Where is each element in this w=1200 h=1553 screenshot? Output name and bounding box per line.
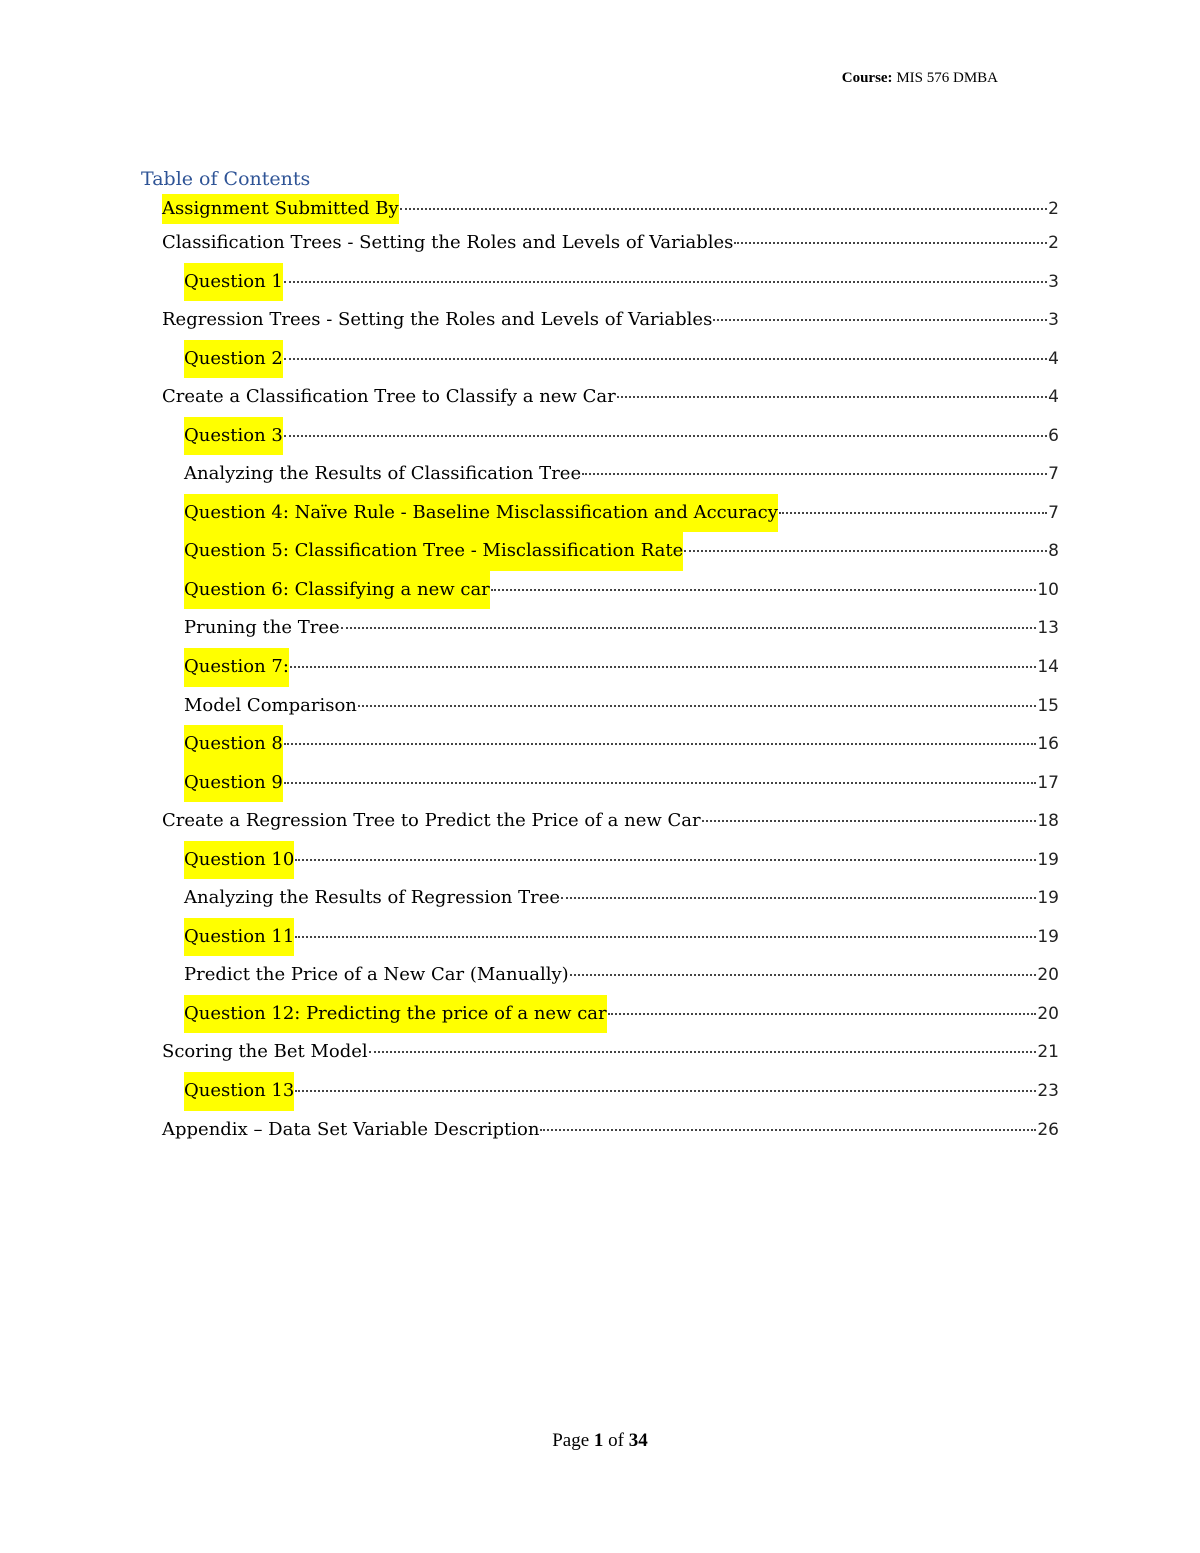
toc-entry-label[interactable]: Create a Classification Tree to Classify a new Car — [162, 386, 616, 408]
toc-entry[interactable] — [141, 1072, 1059, 1111]
toc-entry-page-number: 6 — [1048, 425, 1059, 446]
toc-entry-page-number: 10 — [1037, 579, 1059, 600]
toc-entry-page-number: 2 — [1048, 233, 1059, 253]
toc-entry-label[interactable]: Question 6: Classifying a new car — [184, 571, 490, 610]
toc-entry-page-number: 17 — [1037, 772, 1059, 793]
toc-dot-leader — [617, 395, 1047, 398]
toc-entry[interactable] — [141, 301, 1059, 340]
toc-entry[interactable] — [141, 802, 1059, 841]
toc-entry[interactable] — [141, 417, 1059, 456]
toc-entry[interactable] — [141, 1033, 1059, 1072]
toc-entry[interactable] — [141, 841, 1059, 880]
toc-entry-label[interactable]: Question 8 — [184, 725, 283, 764]
current-page-number: 1 — [593, 1430, 604, 1451]
toc-entry-label[interactable]: Regression Trees - Setting the Roles and Levels of Variables — [162, 309, 713, 331]
page-footer — [0, 1430, 1200, 1452]
toc-entry-label[interactable]: Question 2 — [184, 340, 283, 379]
toc-dot-leader — [570, 973, 1037, 976]
toc-dot-leader — [295, 1089, 1036, 1092]
toc-entry[interactable] — [141, 1111, 1059, 1150]
toc-entry-page-number: 23 — [1037, 1081, 1059, 1102]
toc-entry[interactable] — [141, 995, 1059, 1034]
toc-entry[interactable] — [141, 263, 1059, 302]
toc-entry-label[interactable]: Question 4: Naïve Rule - Baseline Misclassification and Accuracy — [184, 494, 778, 533]
toc-dot-leader — [284, 781, 1037, 784]
toc-dot-leader — [684, 549, 1047, 552]
toc-entry-page-number: 3 — [1048, 271, 1059, 292]
toc-entry-page-number: 20 — [1037, 1003, 1059, 1024]
toc-entry-label[interactable]: Question 3 — [184, 417, 283, 456]
toc-dot-leader — [284, 742, 1037, 745]
toc-entry-page-number: 18 — [1037, 811, 1059, 832]
toc-entry-label[interactable]: Analyzing the Results of Regression Tree — [184, 887, 561, 909]
toc-dot-leader — [341, 626, 1037, 629]
toc-entry-label[interactable]: Model Comparison — [184, 694, 357, 716]
toc-entry-page-number: 4 — [1048, 348, 1059, 369]
toc-entry[interactable] — [141, 571, 1059, 610]
page-word: Page — [552, 1430, 590, 1451]
toc-entry-label[interactable]: Assignment Submitted By — [162, 194, 399, 224]
toc-dot-leader — [561, 896, 1036, 899]
toc-entry[interactable] — [141, 764, 1059, 803]
of-word: of — [608, 1430, 624, 1451]
toc-dot-leader — [491, 588, 1037, 591]
toc-entry-page-number: 8 — [1048, 541, 1059, 562]
toc-entry-page-number: 16 — [1037, 734, 1059, 755]
total-pages: 34 — [628, 1430, 648, 1451]
toc-entry-label[interactable]: Predict the Price of a New Car (Manually) — [184, 964, 569, 986]
toc-entry-page-number: 20 — [1037, 965, 1059, 986]
toc-dot-leader — [290, 665, 1036, 668]
toc-entry-label[interactable]: Question 11 — [184, 918, 294, 957]
toc-entry[interactable] — [141, 918, 1059, 957]
toc-entry-page-number: 15 — [1037, 695, 1059, 716]
toc-entry-label[interactable]: Question 7: — [184, 648, 289, 687]
page-header — [842, 70, 998, 87]
toc-entry[interactable] — [141, 648, 1059, 687]
toc-dot-leader — [734, 241, 1047, 244]
toc-entry-page-number: 21 — [1037, 1042, 1059, 1063]
toc-entry-page-number: 13 — [1037, 618, 1059, 639]
toc-dot-leader — [295, 935, 1036, 938]
toc-dot-leader — [540, 1128, 1036, 1131]
toc-entry[interactable] — [141, 494, 1059, 533]
toc-entry[interactable] — [141, 879, 1059, 918]
toc-entry[interactable] — [141, 687, 1059, 726]
toc-dot-leader — [702, 819, 1037, 822]
toc-dot-leader — [779, 511, 1047, 514]
toc-dot-leader — [400, 207, 1048, 210]
toc-entry-label[interactable]: Question 1 — [184, 263, 283, 302]
toc-entry-page-number: 4 — [1048, 387, 1059, 408]
toc-entry-page-number: 7 — [1048, 502, 1059, 523]
course-value: MIS 576 DMBA — [896, 70, 998, 86]
toc-entry-page-number: 26 — [1037, 1119, 1059, 1140]
toc-entry-page-number: 2 — [1048, 199, 1059, 219]
toc-entry-label[interactable]: Question 10 — [184, 841, 294, 880]
toc-entry[interactable] — [141, 956, 1059, 995]
toc-entry-label[interactable]: Scoring the Bet Model — [162, 1041, 368, 1063]
toc-entry[interactable] — [141, 378, 1059, 417]
toc-entry[interactable] — [141, 455, 1059, 494]
toc-dot-leader — [358, 704, 1036, 707]
course-label: Course: — [841, 70, 893, 86]
toc-entry[interactable] — [141, 194, 1059, 224]
toc-entry-label[interactable]: Pruning the Tree — [184, 617, 340, 639]
toc-entry-page-number: 19 — [1037, 849, 1059, 870]
toc-title: Table of Contents — [141, 168, 311, 190]
toc-dot-leader — [284, 280, 1047, 283]
toc-dot-leader — [369, 1050, 1037, 1053]
toc-entry-label[interactable]: Question 9 — [184, 764, 283, 803]
toc-dot-leader — [295, 858, 1036, 861]
toc-list — [141, 194, 1059, 1149]
toc-entry-label[interactable]: Create a Regression Tree to Predict the Price of a new Car — [162, 810, 701, 832]
toc-dot-leader — [284, 357, 1047, 360]
toc-dot-leader — [582, 472, 1047, 475]
toc-entry-page-number: 19 — [1037, 926, 1059, 947]
table-of-contents — [141, 164, 1059, 1149]
toc-entry-page-number: 14 — [1037, 657, 1059, 678]
toc-dot-leader — [284, 434, 1047, 437]
toc-entry[interactable] — [141, 340, 1059, 379]
toc-entry-label[interactable]: Question 13 — [184, 1072, 294, 1111]
toc-entry[interactable] — [141, 532, 1059, 571]
toc-entry-page-number: 3 — [1048, 310, 1059, 331]
toc-dot-leader — [608, 1012, 1037, 1015]
toc-entry[interactable] — [141, 609, 1059, 648]
toc-entry-label[interactable]: Classification Trees - Setting the Roles and Levels of Variables — [162, 232, 734, 253]
toc-entry-page-number: 7 — [1048, 464, 1059, 485]
toc-entry-label[interactable]: Appendix – Data Set Variable Description — [162, 1118, 540, 1140]
toc-dot-leader — [713, 318, 1047, 321]
toc-entry[interactable] — [141, 224, 1059, 263]
toc-entry-label[interactable]: Analyzing the Results of Classification Tree — [184, 463, 582, 485]
toc-entry-label[interactable]: Question 12: Predicting the price of a new car — [184, 995, 607, 1034]
toc-entry[interactable] — [141, 725, 1059, 764]
toc-entry-page-number: 19 — [1037, 888, 1059, 909]
toc-entry-label[interactable]: Question 5: Classification Tree - Misclassification Rate — [184, 532, 683, 571]
